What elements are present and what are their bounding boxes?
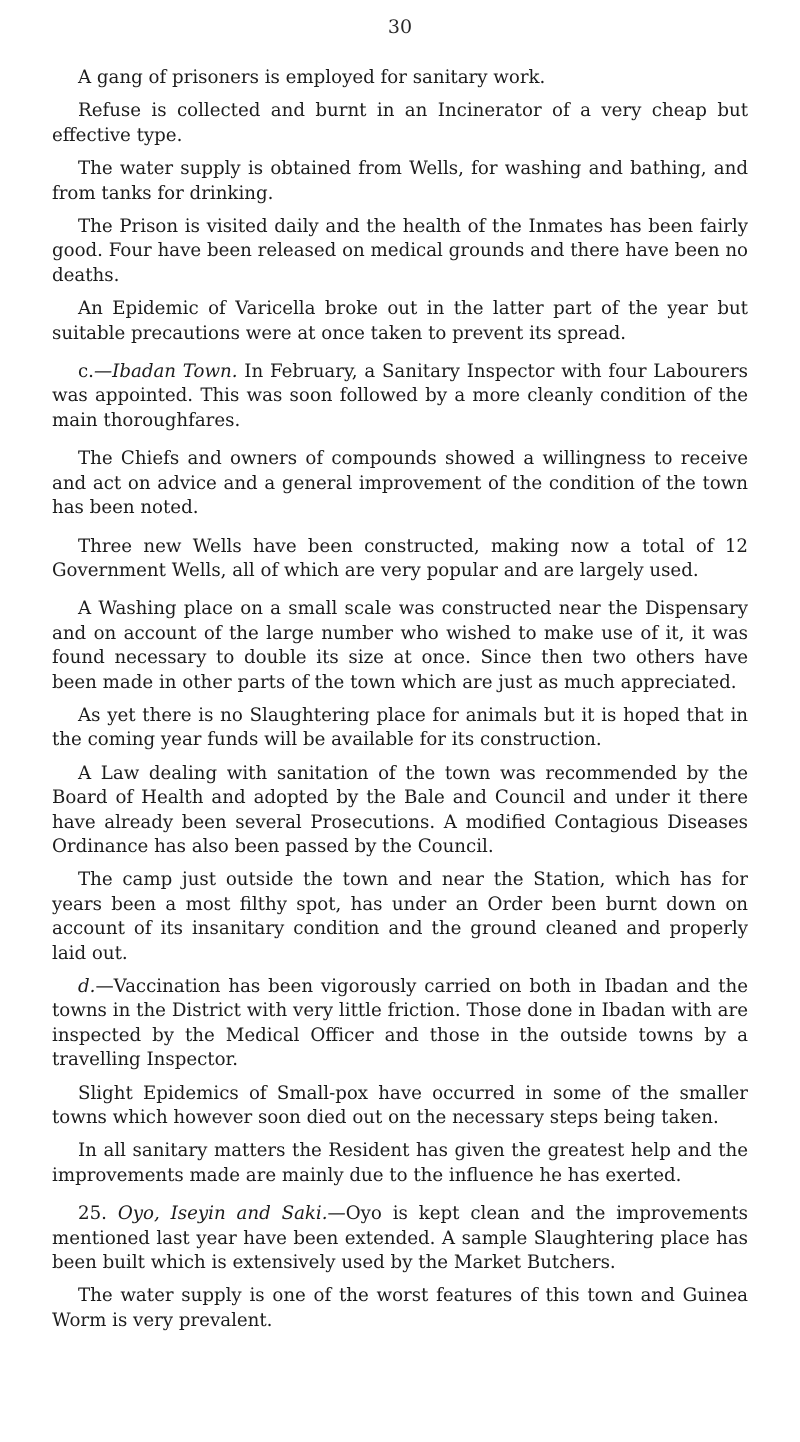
paragraph-ibadan-town-text: In February, a Sanitary Inspector with four Labourers was appointed. This was soon followed by a more cleanly condition of the main thoroughfares. (52, 361, 748, 431)
paragraph-washing-place: A Washing place on a small scale was constructed near the Dispensary and on account of the large number who wished to make use of it, it was found necessary to double its size at once. Since then two others have been made in other parts of the town which are just as much appreciated. (52, 598, 748, 693)
paragraph-resident-help: In all sanitary matters the Resident has given the greatest help and the improvements made are mainly due to the influence he has exerted. (52, 1140, 748, 1186)
paragraph-oyo-text: —Oyo is kept clean and the improvements mentioned last year have been extended. A sample Slaughtering place has been built which is extensively used by the Market Butchers. (52, 1203, 748, 1274)
section-heading-ibadan-town: —Ibadan Town. (93, 361, 238, 383)
paragraph-refuse-incinerator: Refuse is collected and burnt in an Incinerator of a very cheap but effective type. (52, 100, 748, 146)
paragraph-chiefs-compounds: The Chiefs and owners of compounds showed a willingness to receive and act on advice and a general improvement of the condition of the town has been noted. (52, 448, 748, 519)
paragraph-oyo-iseyin-saki (52, 1202, 748, 1275)
paragraph-smallpox: Slight Epidemics of Small-pox have occurred in some of the smaller towns which however soon died out on the necessary steps being taken. (52, 1082, 748, 1129)
paragraph-slaughtering-place: As yet there is no Slaughtering place for animals but it is hoped that in the coming year funds will be available for its construction. (52, 704, 748, 751)
paragraph-oyo-water-supply: The water supply is one of the worst features of this town and Guinea Worm is very prevalent. (52, 1285, 748, 1331)
body-text (52, 66, 748, 1342)
paragraph-water-supply-wells: The water supply is obtained from Wells, for washing and bathing, and from tanks for drinking. (52, 158, 748, 204)
section-letter-d: d. (78, 976, 96, 997)
paragraph-prisoners-gang: A gang of prisoners is employed for sanitary work. (78, 67, 546, 88)
paragraph-vaccination (52, 975, 748, 1073)
paragraph-camp-burnt: The camp just outside the town and near the Station, which has for years been a most filthy spot, has under an Order been burnt down on account of its insanitary condition and the ground cleaned and properly laid out. (52, 869, 748, 964)
paragraph-vaccination-text: —Vaccination has been vigorously carried on both in Ibadan and the towns in the District with very little friction. Those done in Ibadan with are inspected by the Medical Officer and those in the outside towns by a travelling Inspector. (52, 976, 748, 1071)
section-number-25: 25. (78, 1203, 107, 1225)
paragraph-prison-health: The Prison is visited daily and the health of the Inmates has been fairly good. Four have been released on medical grounds and there have been no deaths. (52, 216, 748, 286)
paragraph-ibadan-town (52, 360, 748, 433)
section-heading-oyo-iseyin-saki: Oyo, Iseyin and Saki. (117, 1203, 328, 1225)
paragraph-government-wells: Three new Wells have been constructed, making now a total of 12 Government Wells, all of which are very popular and are largely used. (52, 535, 748, 581)
paragraph-sanitation-law: A Law dealing with sanitation of the town was recommended by the Board of Health and adopted by the Bale and Council and under it there have already been several Prosecutions. A modified Contagious Diseases Ordinance has also been passed by the Council. (52, 762, 748, 857)
section-letter-c: c. (78, 361, 94, 383)
page-number: 30 (387, 16, 413, 38)
paragraph-varicella-epidemic: An Epidemic of Varicella broke out in the latter part of the year but suitable precautions were at once taken to prevent its spread. (52, 298, 748, 344)
